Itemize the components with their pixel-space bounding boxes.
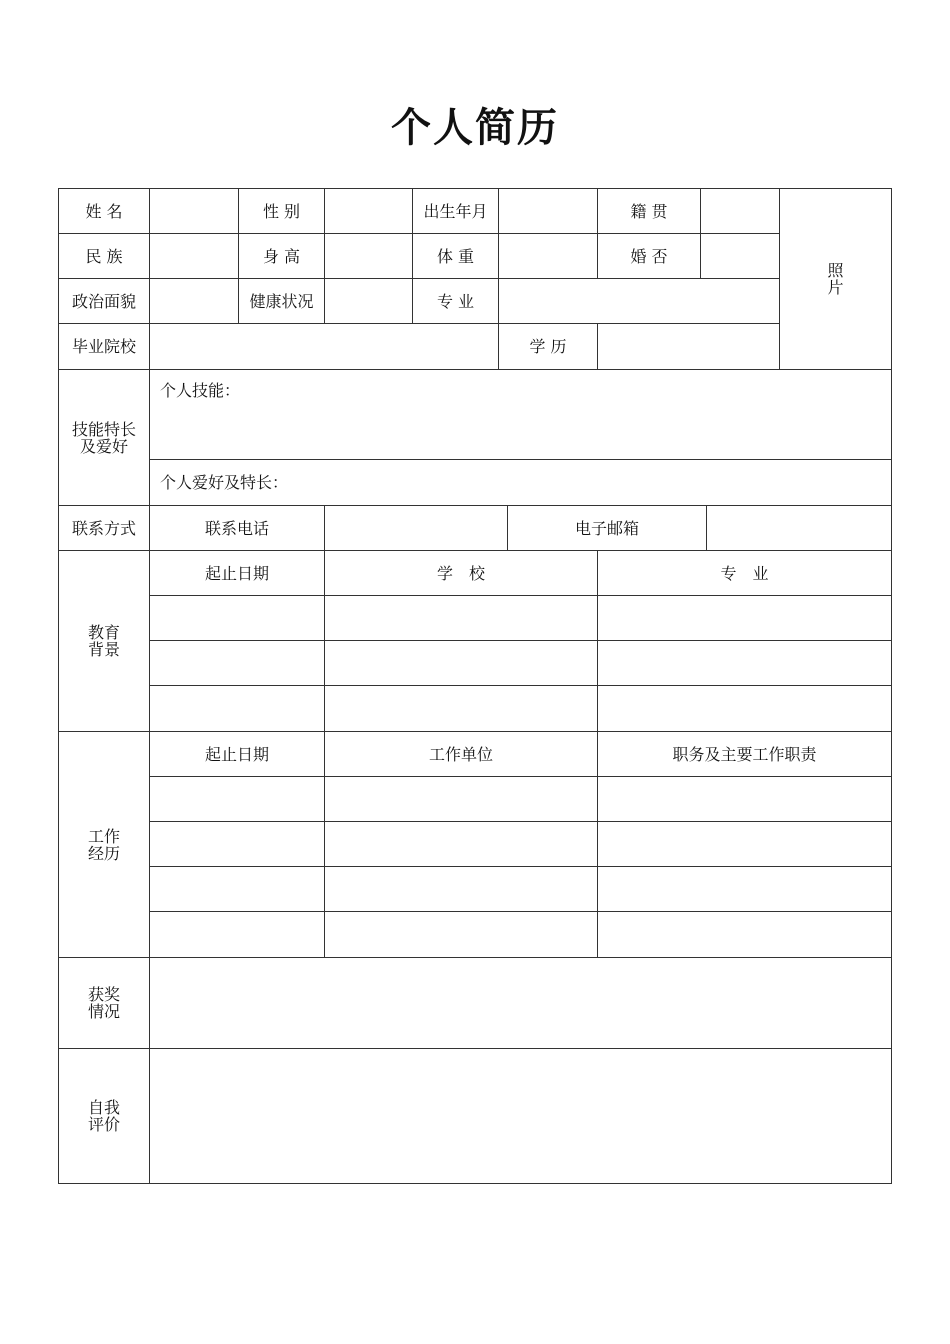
label-birth: 出生年月: [412, 188, 499, 234]
field-degree[interactable]: [597, 323, 780, 370]
section-education-label: 教育背景: [87, 623, 120, 659]
field-self-eval[interactable]: [149, 1048, 892, 1184]
work-row-2-employer[interactable]: [324, 821, 598, 867]
work-row-1-employer[interactable]: [324, 776, 598, 822]
work-row-3-dates[interactable]: [149, 866, 325, 912]
work-row-2-dates[interactable]: [149, 821, 325, 867]
label-height: 身 高: [238, 233, 325, 279]
edu-header-school: 学 校: [324, 550, 598, 596]
field-ethnicity[interactable]: [149, 233, 239, 279]
section-awards: [58, 957, 150, 1049]
edu-row-2-dates[interactable]: [149, 640, 325, 686]
work-row-4-employer[interactable]: [324, 911, 598, 958]
field-awards[interactable]: [149, 957, 892, 1049]
label-name: 姓 名: [58, 188, 150, 234]
work-row-3-employer[interactable]: [324, 866, 598, 912]
label-weight: 体 重: [412, 233, 499, 279]
edu-row-2-major[interactable]: [597, 640, 892, 686]
work-row-2-duties[interactable]: [597, 821, 892, 867]
field-health[interactable]: [324, 278, 413, 324]
field-political[interactable]: [149, 278, 239, 324]
section-contact: 联系方式: [58, 505, 150, 551]
field-school[interactable]: [149, 323, 499, 370]
edu-row-3-major[interactable]: [597, 685, 892, 732]
label-marital: 婚 否: [597, 233, 701, 279]
section-skills: [58, 369, 150, 506]
label-school: 毕业院校: [58, 323, 150, 370]
field-major[interactable]: [498, 278, 780, 324]
section-self-eval: [58, 1048, 150, 1184]
edu-row-3-dates[interactable]: [149, 685, 325, 732]
section-skills-label: 技能特长及爱好: [71, 419, 136, 456]
label-major: 专 业: [412, 278, 499, 324]
label-native-place: 籍 贯: [597, 188, 701, 234]
field-personal-skills[interactable]: 个人技能：: [149, 369, 892, 460]
label-ethnicity: 民 族: [58, 233, 150, 279]
label-political: 政治面貌: [58, 278, 150, 324]
work-header-employer: 工作单位: [324, 731, 598, 777]
edu-row-3-school[interactable]: [324, 685, 598, 732]
section-education: [58, 550, 150, 732]
label-phone: 联系电话: [149, 505, 325, 551]
work-row-3-duties[interactable]: [597, 866, 892, 912]
work-row-4-duties[interactable]: [597, 911, 892, 958]
field-marital[interactable]: [700, 233, 780, 279]
work-header-duties: 职务及主要工作职责: [597, 731, 892, 777]
section-awards-label: 获奖情况: [87, 985, 120, 1021]
field-height[interactable]: [324, 233, 413, 279]
label-gender: 性 别: [238, 188, 325, 234]
edu-row-1-major[interactable]: [597, 595, 892, 641]
field-native-place[interactable]: [700, 188, 780, 234]
field-phone[interactable]: [324, 505, 508, 551]
label-degree: 学 历: [498, 323, 598, 370]
edu-row-1-dates[interactable]: [149, 595, 325, 641]
field-hobbies[interactable]: 个人爱好及特长：: [149, 459, 892, 506]
work-row-4-dates[interactable]: [149, 911, 325, 958]
resume-form: [58, 188, 892, 1184]
field-weight[interactable]: [498, 233, 598, 279]
label-email: 电子邮箱: [507, 505, 707, 551]
edu-header-major: 专 业: [597, 550, 892, 596]
section-work-label: 工作经历: [87, 826, 120, 863]
work-row-1-duties[interactable]: [597, 776, 892, 822]
photo-box[interactable]: [779, 188, 892, 370]
section-work: [58, 731, 150, 958]
label-health: 健康状况: [238, 278, 325, 324]
field-gender[interactable]: [324, 188, 413, 234]
photo-label: 照片: [827, 261, 844, 297]
work-header-dates: 起止日期: [149, 731, 325, 777]
edu-row-2-school[interactable]: [324, 640, 598, 686]
field-birth[interactable]: [498, 188, 598, 234]
page-title: 个人简历: [391, 105, 559, 151]
edu-header-dates: 起止日期: [149, 550, 325, 596]
edu-row-1-school[interactable]: [324, 595, 598, 641]
work-row-1-dates[interactable]: [149, 776, 325, 822]
field-email[interactable]: [706, 505, 892, 551]
field-name[interactable]: [149, 188, 239, 234]
section-self-eval-label: 自我评价: [87, 1098, 120, 1134]
